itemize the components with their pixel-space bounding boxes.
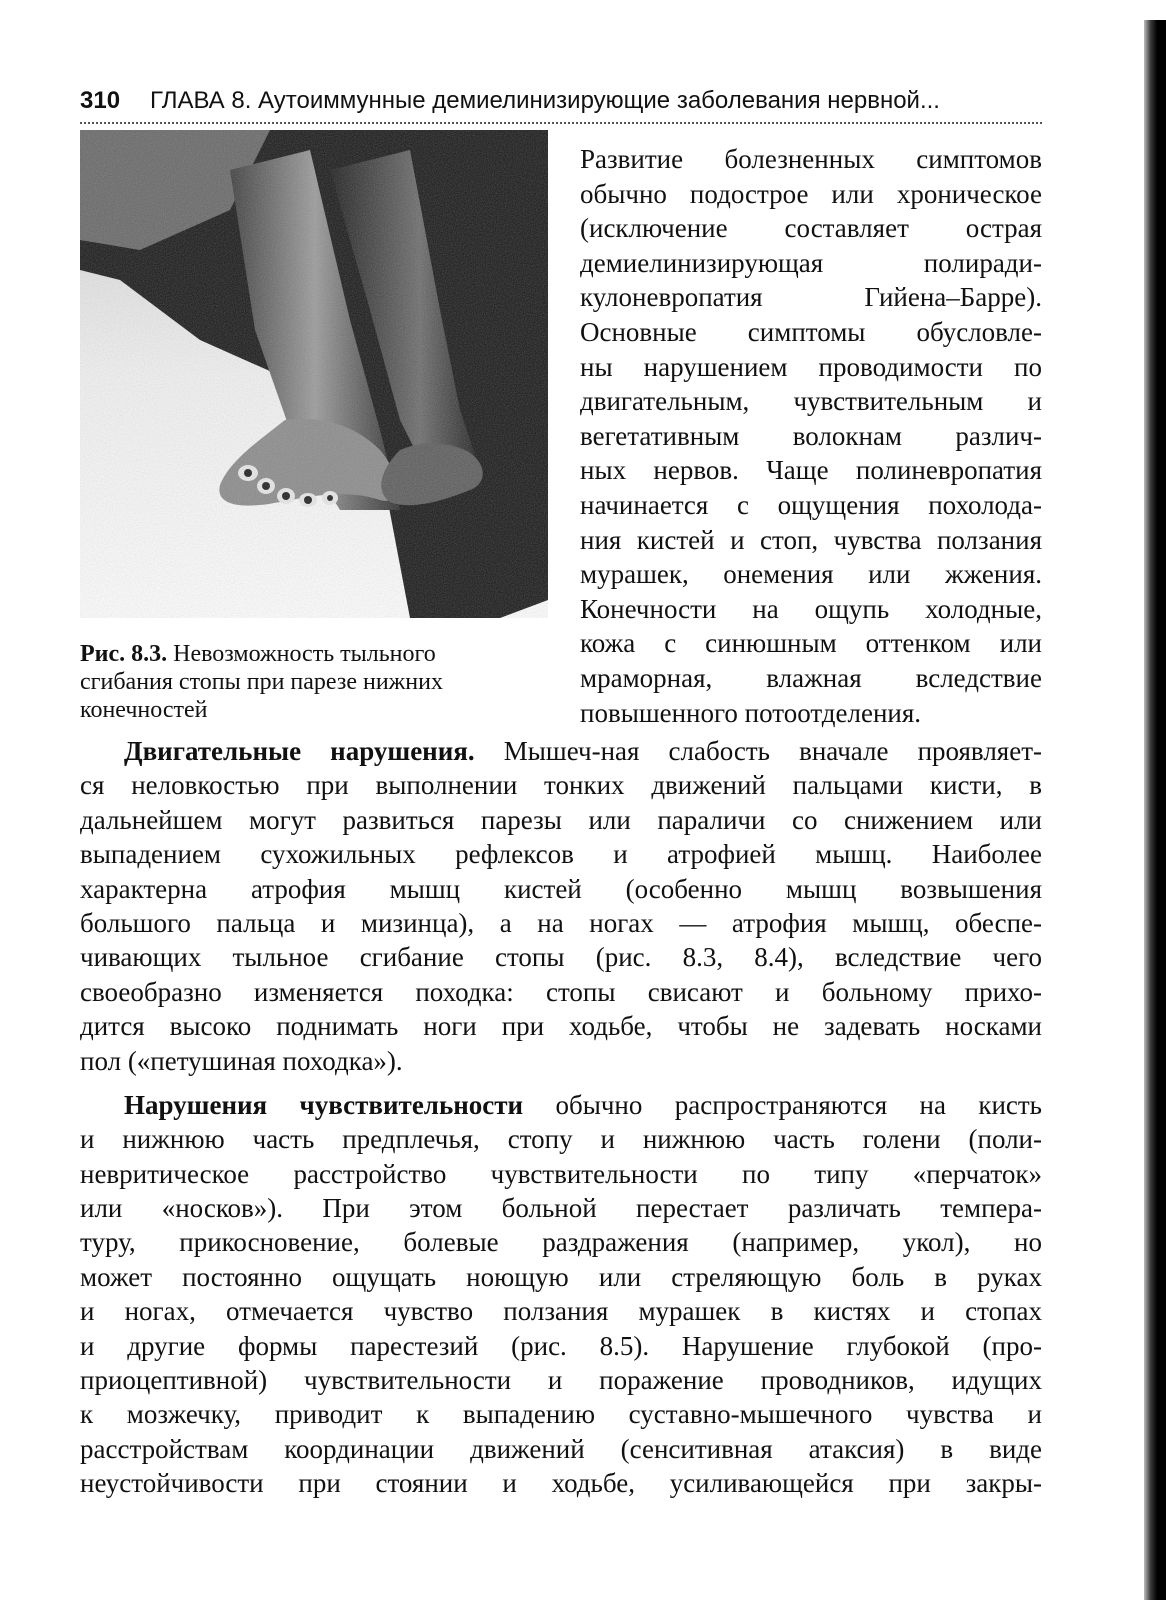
side-line: двигательным, чувствительным и (580, 386, 1042, 417)
side-column-text (580, 142, 1042, 730)
figure-caption-label: Рис. 8.3. (80, 641, 168, 667)
paragraph-motor-line: характерна атрофия мышц кистей (особенно мышц возвышения (80, 873, 1042, 904)
paragraph-sensory-line: или «носков»). При этом больной перестает различать темпера- (80, 1193, 1042, 1224)
side-line: повышенного потоотделения. (580, 697, 922, 728)
paragraph-sensory-line: и другие формы парестезий (рис. 8.5). Нарушение глубокой (про- (80, 1330, 1042, 1361)
side-line: кожа с синюшным оттенком или (580, 628, 1042, 659)
paragraph-motor-line: пол («петушиная походка»). (80, 1045, 403, 1076)
running-header (80, 84, 1040, 118)
paragraph-motor-line: большого пальца и мизинца), а на ногах — атрофия мышц, обеспе- (80, 907, 1042, 938)
paragraph-motor-line: своеобразно изменяется походка: стопы свисают и больному прихо- (80, 976, 1042, 1007)
paragraph-sensory-line: невритическое расстройство чувствительности по типу «перчаток» (80, 1158, 1042, 1189)
paragraph-motor-first-line (80, 734, 1042, 768)
side-line: ных нервов. Чаще полиневропатия (580, 455, 1042, 486)
side-line: ны нарушением проводимости по (580, 351, 1042, 382)
paragraph-sensory-line: неустойчивости при стоянии и ходьбе, усиливающейся при закры- (80, 1468, 1042, 1499)
paragraph-sensory-line: и ногах, отмечается чувство ползания мурашек в кистях и стопах (80, 1296, 1042, 1327)
paragraph-sensory-line: может постоянно ощущать ноющую или стреляющую боль в руках (80, 1261, 1042, 1292)
side-line: начинается с ощущения похолода- (580, 489, 1042, 520)
paragraph-sensory-line: туру, прикосновение, болевые раздражения (например, укол), но (80, 1227, 1042, 1258)
paragraph-sensory-line: приоцептивной) чувствительности и поражение проводников, идущих (80, 1365, 1042, 1396)
scan-edge-shadow (1144, 20, 1166, 1600)
figure-caption (80, 640, 550, 724)
side-line: обычно подострое или хроническое (580, 178, 1042, 209)
paragraph-sensory-line: к мозжечку, приводит к выпадению суставно-мышечного чувства и (80, 1399, 1042, 1430)
side-line: Развитие болезненных симптомов (580, 144, 1042, 174)
figure-caption-line-1: Невозможность тыльного (167, 641, 436, 667)
chapter-title: ГЛАВА 8. Аутоиммунные демиелинизирующие заболевания нервной... (150, 87, 940, 114)
side-line: вегетативным волокнам различ- (580, 420, 1042, 451)
side-line: кулоневропатия Гийена–Барре). (580, 282, 1042, 313)
paragraph-motor-line: ся неловкостью при выполнении тонких движений пальцами кисти, в (80, 770, 1042, 801)
paragraph-motor-line: выпадением сухожильных рефлексов и атрофией мышц. Наиболее (80, 839, 1042, 870)
figure-photo-feet (80, 130, 548, 618)
paragraph-sensory-first-rest: обычно распространяются на кисть (523, 1089, 1042, 1120)
side-line: (исключение составляет острая (580, 213, 1042, 244)
paragraph-gap (80, 1078, 1042, 1088)
page-number: 310 (80, 87, 121, 114)
figure-caption-line-2: сгибания стопы при парезе нижних (80, 669, 443, 695)
paragraph-motor-lead: Двигательные нарушения. (124, 736, 475, 766)
paragraph-motor-line: чивающих тыльное сгибание стопы (рис. 8.3, 8.4), вследствие чего (80, 942, 1042, 973)
paragraph-sensory-first-line (80, 1088, 1042, 1122)
side-line: Конечности на ощупь холодные, (580, 593, 1042, 624)
side-line: демиелинизирующая полиради- (580, 247, 1042, 278)
paragraph-motor-line: дится высоко поднимать ноги при ходьбе, чтобы не задевать носками (80, 1011, 1042, 1042)
body-text (80, 734, 1042, 1501)
paragraph-sensory-line: расстройствам координации движений (сенситивная атаксия) в виде (80, 1433, 1042, 1464)
feet-photo-illustration (80, 130, 548, 618)
paragraph-sensory-lead: Нарушения чувствительности (124, 1089, 524, 1120)
side-line: мурашек, онемения или жжения. (580, 559, 1042, 590)
side-line: Основные симптомы обусловле- (580, 316, 1042, 347)
paragraph-motor-line: дальнейшем могут развиться парезы или параличи со снижением или (80, 804, 1042, 835)
header-rule (80, 122, 1042, 124)
figure-caption-line-3: конечностей (80, 697, 208, 723)
side-line: мраморная, влажная вследствие (580, 662, 1042, 693)
paragraph-sensory-line: и нижнюю часть предплечья, стопу и нижнюю часть голени (поли- (80, 1124, 1042, 1155)
paragraph-motor-first-rest: Мышеч-ная слабость вначале проявляет- (474, 736, 1042, 766)
side-line: ния кистей и стоп, чувства ползания (580, 524, 1042, 555)
